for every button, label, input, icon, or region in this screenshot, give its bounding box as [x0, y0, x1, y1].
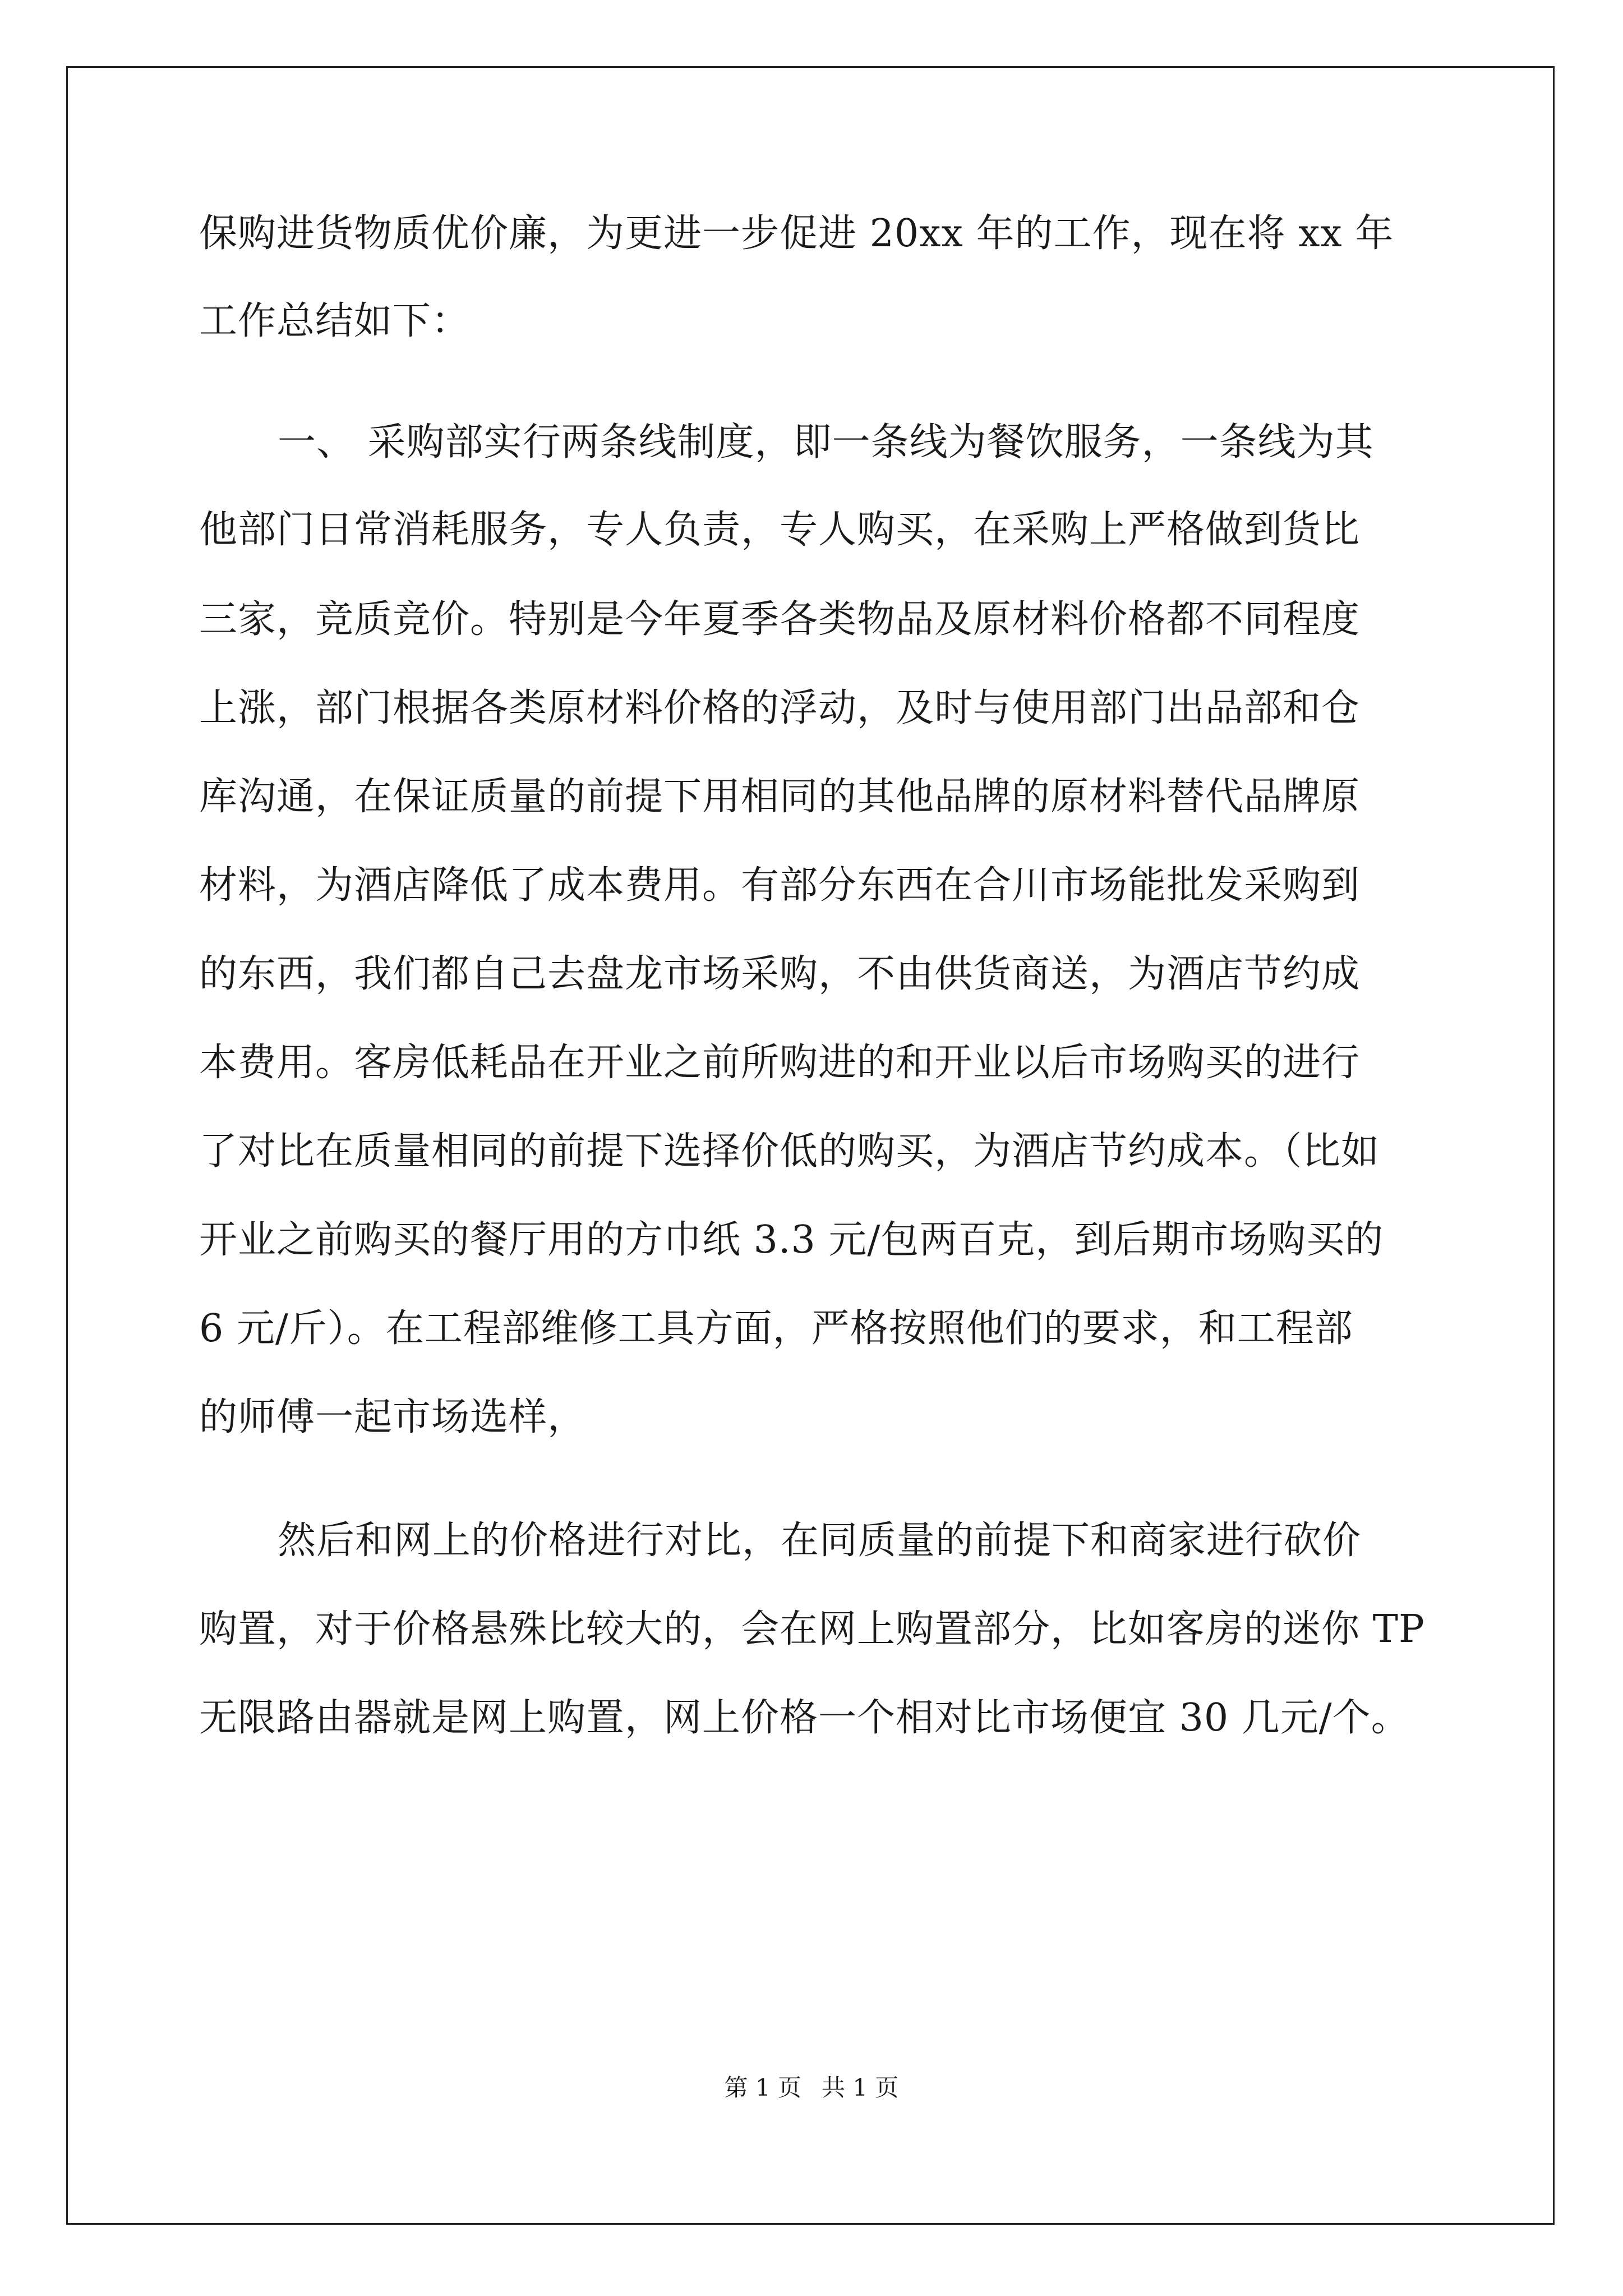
paragraph-line: 保购进货物质优价廉，为更进一步促进 20xx 年的工作，现在将 xx 年	[199, 211, 1394, 256]
paragraph-line: 工作总结如下：	[199, 299, 471, 343]
paragraph-line: 他部门日常消耗服务，专人负责，专人购买，在采购上严格做到货比	[199, 508, 1361, 552]
paragraph-line: 开业之前购买的餐厅用的方巾纸 3.3 元/包两百克，到后期市场购买的	[199, 1218, 1384, 1262]
paragraph-line: 三家，竞质竞价。特别是今年夏季各类物品及原材料价格都不同程度	[199, 597, 1361, 642]
page-number: 第 1 页	[724, 2074, 801, 2101]
paragraph-line: 本费用。客房低耗品在开业之前所购进的和开业以后市场购买的进行	[199, 1041, 1361, 1085]
paragraph-line: 然后和网上的价格进行对比，在同质量的前提下和商家进行砍价	[278, 1519, 1362, 1563]
paragraph-line: 库沟通，在保证质量的前提下用相同的其他品牌的原材料替代品牌原	[199, 775, 1361, 819]
paragraph-line: 材料，为酒店降低了成本费用。有部分东西在合川市场能批发采购到	[199, 863, 1361, 908]
paragraph-line: 一、 采购部实行两条线制度，即一条线为餐饮服务，一条线为其	[278, 420, 1374, 464]
page-total: 共 1 页	[822, 2074, 899, 2101]
paragraph-line: 无限路由器就是网上购置，网上价格一个相对比市场便宜 30 几元/个。	[199, 1696, 1410, 1740]
paragraph-line: 了对比在质量相同的前提下选择价低的购买，为酒店节约成本。（比如	[199, 1129, 1380, 1174]
paragraph-line: 的东西，我们都自己去盘龙市场采购，不由供货商送，为酒店节约成	[199, 952, 1361, 996]
page-footer	[0, 2071, 1623, 2105]
paragraph-line: 购置，对于价格悬殊比较大的，会在网上购置部分，比如客房的迷你 TP	[199, 1607, 1425, 1651]
paragraph-line: 的师傅一起市场选样，	[199, 1395, 587, 1439]
paragraph-line: 上涨，部门根据各类原材料价格的浮动，及时与使用部门出品部和仓	[199, 686, 1361, 730]
paragraph-line: 6 元/斤）。在工程部维修工具方面，严格按照他们的要求，和工程部	[199, 1306, 1353, 1351]
